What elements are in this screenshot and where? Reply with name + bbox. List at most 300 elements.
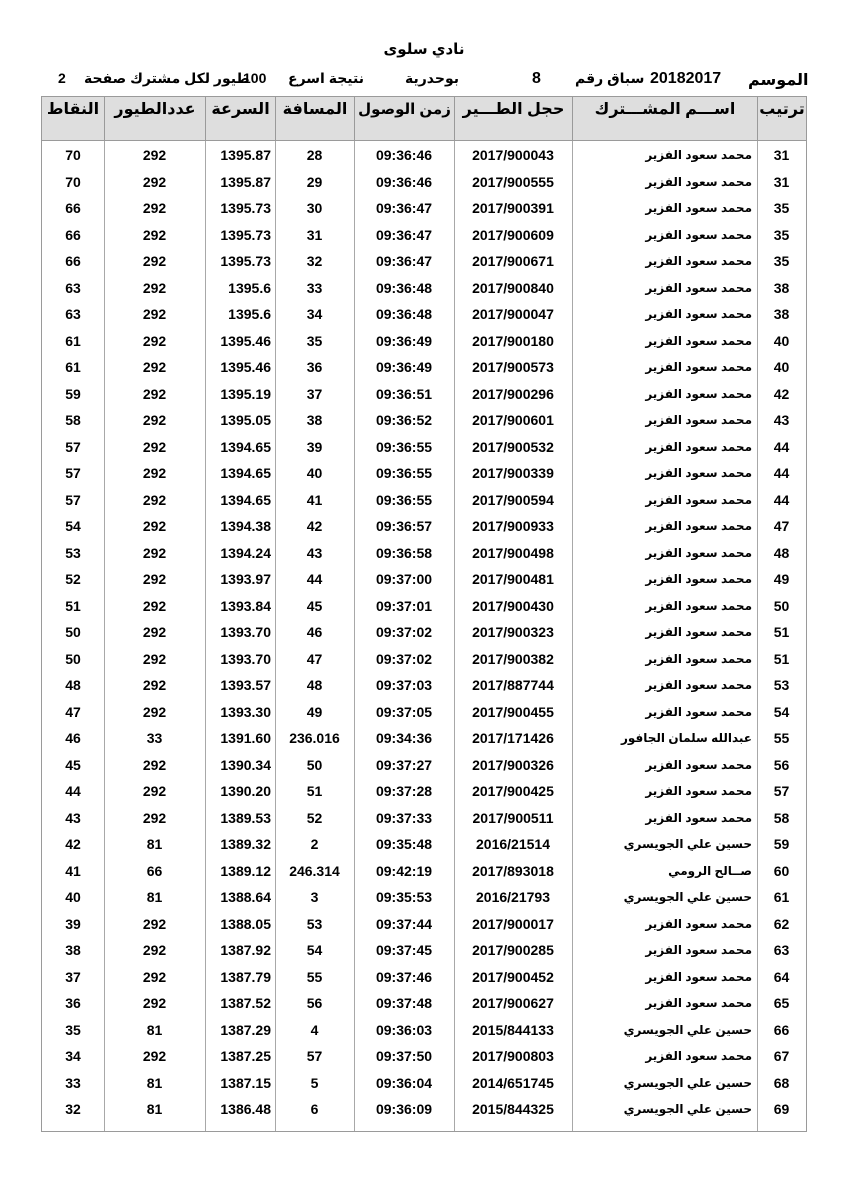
- birds-cell: 81: [146, 1021, 163, 1038]
- rank-cell: 69: [773, 1101, 790, 1117]
- table-row: [42, 672, 806, 698]
- speed-cell: 1393.30: [220, 703, 271, 720]
- ring-cell: 2017/171426: [472, 730, 554, 746]
- points-cell: 41: [65, 862, 81, 879]
- rank-cell: 47: [773, 518, 790, 534]
- member-name-cell: محمد سعود الفزير: [645, 254, 752, 268]
- distance-cell: 44: [306, 571, 323, 587]
- arrival-time-cell: 09:36:55: [375, 491, 433, 508]
- birds-cell: 292: [142, 756, 167, 773]
- arrival-time-cell: 09:34:36: [375, 730, 433, 746]
- points-cell: 36: [65, 995, 81, 1011]
- ring-cell: 2017/900017: [472, 915, 554, 932]
- arrival-time-cell: 09:37:45: [375, 942, 433, 958]
- birds-cell: 33: [146, 730, 163, 746]
- rank-cell: 65: [773, 995, 790, 1011]
- table-row: [42, 381, 806, 407]
- birds-cell: 292: [142, 1048, 167, 1064]
- distance-cell: 246.314: [289, 862, 340, 879]
- table-row: [42, 646, 806, 672]
- member-name-cell: محمد سعود الفزير: [645, 678, 752, 692]
- points-cell: 50: [65, 624, 81, 640]
- ring-cell: 2017/893018: [472, 862, 554, 879]
- birds-cell: 292: [142, 518, 167, 534]
- member-name-cell: صــالح الرومي: [668, 863, 752, 878]
- rank-cell: 54: [773, 703, 790, 720]
- member-name-cell: محمد سعود الفزير: [645, 545, 752, 560]
- rank-cell: 31: [773, 173, 790, 190]
- arrival-time-cell: 09:36:58: [375, 544, 433, 561]
- table-row: [42, 169, 806, 195]
- distance-cell: 2: [310, 836, 319, 852]
- distance-cell: 35: [306, 332, 323, 349]
- arrival-time-cell: 09:37:05: [375, 703, 433, 720]
- ring-cell: 2017/900627: [472, 995, 554, 1011]
- distance-cell: 46: [306, 624, 323, 640]
- points-cell: 54: [65, 518, 81, 534]
- ring-cell: 2014/651745: [472, 1074, 554, 1091]
- birds-cell: 81: [146, 1074, 163, 1091]
- points-cell: 43: [65, 809, 81, 826]
- speed-cell: 1393.97: [220, 571, 271, 587]
- points-cell: 47: [65, 703, 81, 720]
- birds-cell: 292: [142, 809, 167, 826]
- arrival-time-cell: 09:36:51: [375, 385, 433, 402]
- ring-cell: 2017/900296: [472, 385, 554, 402]
- arrival-time-cell: 09:36:47: [375, 226, 433, 243]
- rank-cell: 44: [773, 491, 790, 508]
- birds-cell: 292: [142, 544, 167, 561]
- distance-cell: 37: [306, 385, 323, 402]
- speed-cell: 1394.65: [220, 491, 271, 508]
- distance-cell: 51: [306, 783, 323, 799]
- distance-cell: 3: [310, 889, 319, 905]
- arrival-time-cell: 09:36:09: [375, 1101, 433, 1117]
- table-row: [42, 540, 806, 566]
- rank-cell: 31: [773, 147, 790, 163]
- ring-cell: 2017/900323: [472, 624, 554, 640]
- points-cell: 32: [65, 1101, 81, 1117]
- distance-cell: 42: [306, 518, 323, 534]
- points-cell: 70: [65, 147, 81, 163]
- rank-cell: 48: [773, 544, 790, 561]
- rank-cell: 60: [773, 862, 790, 879]
- rank-cell: 51: [773, 650, 790, 667]
- rank-cell: 59: [773, 836, 790, 852]
- speed-cell: 1389.53: [220, 809, 271, 826]
- header-birds: عددالطيور: [105, 97, 206, 141]
- table-row: [42, 752, 806, 778]
- member-name-cell: محمد سعود الفزير: [645, 810, 752, 825]
- speed-cell: 1387.52: [220, 995, 271, 1011]
- table-row: [42, 487, 806, 513]
- distance-cell: 4: [310, 1021, 319, 1038]
- ring-cell: 2017/900452: [472, 968, 554, 985]
- club-title: نادي سلوى: [383, 41, 465, 58]
- member-name-cell: محمد سعود الفزير: [645, 227, 752, 242]
- arrival-time-cell: 09:37:44: [375, 915, 433, 932]
- speed-cell: 1395.46: [220, 359, 271, 375]
- birds-cell: 292: [142, 915, 167, 932]
- race-number: 8: [532, 70, 541, 87]
- member-name-cell: حسين علي الجويسري: [623, 1075, 752, 1090]
- distance-cell: 33: [306, 279, 323, 296]
- points-cell: 70: [65, 173, 81, 190]
- speed-cell: 1395.6: [228, 279, 271, 296]
- points-cell: 57: [65, 438, 81, 455]
- points-cell: 35: [65, 1021, 81, 1038]
- arrival-time-cell: 09:37:48: [375, 995, 433, 1011]
- rank-cell: 68: [773, 1074, 790, 1091]
- points-cell: 46: [65, 730, 81, 746]
- table-row: [42, 778, 806, 804]
- member-name-cell: محمد سعود الفزير: [645, 174, 752, 189]
- birds-cell: 292: [142, 385, 167, 402]
- speed-cell: 1391.60: [220, 730, 271, 746]
- birds-cell: 292: [142, 624, 167, 640]
- arrival-time-cell: 09:37:46: [375, 968, 433, 985]
- distance-cell: 57: [306, 1048, 323, 1064]
- arrival-time-cell: 09:37:00: [375, 571, 433, 587]
- table-row: [42, 195, 806, 221]
- rank-cell: 42: [773, 385, 790, 402]
- speed-cell: 1393.70: [220, 650, 271, 667]
- table-row: [42, 1017, 806, 1043]
- rank-cell: 66: [773, 1021, 790, 1038]
- race-location: بوحدرية: [405, 70, 460, 86]
- birds-cell: 292: [142, 968, 167, 985]
- ring-cell: 2017/900382: [472, 650, 554, 667]
- rank-cell: 50: [773, 597, 790, 614]
- member-name-cell: محمد سعود الفزير: [645, 625, 752, 639]
- result-label: نتيجة اسرع: [288, 70, 364, 86]
- points-cell: 51: [65, 597, 81, 614]
- birds-cell: 292: [142, 571, 167, 587]
- table-row: [42, 301, 806, 327]
- member-name-cell: محمد سعود الفزير: [645, 386, 752, 401]
- ring-cell: 2017/900573: [472, 359, 554, 375]
- table-row: [42, 699, 806, 725]
- distance-cell: 40: [306, 465, 323, 481]
- member-name-cell: محمد سعود الفزير: [645, 1049, 752, 1063]
- member-name-cell: عبدالله سلمان الجافور: [620, 731, 752, 745]
- speed-cell: 1388.64: [220, 889, 271, 905]
- birds-cell: 292: [142, 677, 167, 693]
- ring-cell: 2017/900601: [472, 412, 554, 428]
- member-name-cell: محمد سعود الفزير: [645, 201, 752, 215]
- birds-cell: 292: [142, 942, 167, 958]
- table-row: [42, 434, 806, 460]
- member-name-cell: محمد سعود الفزير: [645, 492, 752, 507]
- result-count: 100: [243, 70, 267, 86]
- speed-cell: 1395.87: [220, 173, 271, 190]
- distance-cell: 236.016: [289, 730, 340, 746]
- birds-cell: 292: [142, 703, 167, 720]
- race-label: سباق رقم: [575, 70, 645, 86]
- ring-cell: 2017/900498: [472, 544, 554, 561]
- distance-cell: 52: [306, 809, 323, 826]
- ring-cell: 2017/900609: [472, 226, 554, 243]
- arrival-time-cell: 09:36:55: [375, 438, 433, 455]
- speed-cell: 1394.24: [220, 544, 271, 561]
- speed-cell: 1394.65: [220, 465, 271, 481]
- distance-cell: 29: [306, 173, 323, 190]
- distance-cell: 6: [310, 1101, 319, 1117]
- distance-cell: 5: [310, 1074, 319, 1091]
- header-points: النقاط: [42, 97, 105, 141]
- birds-cell: 81: [146, 1101, 163, 1117]
- distance-cell: 56: [306, 995, 323, 1011]
- speed-cell: 1393.70: [220, 624, 271, 640]
- points-cell: 39: [65, 915, 81, 932]
- member-name-cell: محمد سعود الفزير: [645, 916, 752, 931]
- ring-cell: 2017/900455: [472, 703, 554, 720]
- distance-cell: 39: [306, 438, 323, 455]
- table-row: [42, 566, 806, 592]
- header-member-name: اســـم المشـــترك: [573, 97, 758, 141]
- table-row: [42, 911, 806, 937]
- arrival-time-cell: 09:36:04: [375, 1074, 433, 1091]
- distance-cell: 41: [306, 491, 323, 508]
- table-row: [42, 990, 806, 1016]
- ring-cell: 2017/900391: [472, 200, 554, 216]
- rank-cell: 40: [773, 332, 790, 349]
- table-row: [42, 858, 806, 884]
- birds-cell: 292: [142, 173, 167, 190]
- birds-cell: 292: [142, 332, 167, 349]
- birds-cell: 292: [142, 253, 167, 269]
- speed-cell: 1388.05: [220, 915, 271, 932]
- ring-cell: 2017/900425: [472, 783, 554, 799]
- arrival-time-cell: 09:36:55: [375, 465, 433, 481]
- distance-cell: 30: [306, 200, 323, 216]
- distance-cell: 55: [306, 968, 323, 985]
- ring-cell: 2017/900933: [472, 518, 554, 534]
- table-row: [42, 328, 806, 354]
- points-cell: 44: [65, 783, 81, 799]
- points-cell: 59: [65, 385, 81, 402]
- member-name-cell: حسين علي الجويسري: [623, 837, 752, 851]
- ring-cell: 2017/900339: [472, 465, 554, 481]
- results-table: [41, 96, 807, 1132]
- arrival-time-cell: 09:37:02: [375, 650, 433, 667]
- table-row: [42, 619, 806, 645]
- distance-cell: 31: [306, 226, 323, 243]
- rank-cell: 35: [773, 253, 790, 269]
- speed-cell: 1386.48: [220, 1101, 271, 1117]
- header-rank: ترتيب: [758, 97, 806, 141]
- distance-cell: 34: [306, 306, 323, 322]
- ring-cell: 2016/21793: [476, 889, 550, 905]
- header-speed: السرعة: [206, 97, 276, 141]
- member-name-cell: حسين علي الجويسري: [623, 1102, 752, 1116]
- member-name-cell: محمد سعود الفزير: [645, 360, 752, 374]
- speed-cell: 1390.34: [220, 756, 271, 773]
- points-cell: 66: [65, 226, 81, 243]
- arrival-time-cell: 09:37:33: [375, 809, 433, 826]
- arrival-time-cell: 09:35:53: [375, 889, 433, 905]
- birds-cell: 292: [142, 465, 167, 481]
- rank-cell: 63: [773, 942, 790, 958]
- birds-cell: 292: [142, 597, 167, 614]
- season-value: 20182017: [650, 70, 722, 87]
- points-cell: 52: [65, 571, 81, 587]
- header-ring: حجل الطـــير: [455, 97, 573, 141]
- rank-cell: 35: [773, 200, 790, 216]
- table-row: [42, 142, 806, 168]
- rank-cell: 40: [773, 359, 790, 375]
- table-row: [42, 884, 806, 910]
- header-distance: المسافة: [276, 97, 355, 141]
- table-row: [42, 1070, 806, 1096]
- arrival-time-cell: 09:35:48: [375, 836, 433, 852]
- arrival-time-cell: 09:42:19: [375, 862, 433, 879]
- speed-cell: 1387.25: [220, 1048, 271, 1064]
- arrival-time-cell: 09:36:49: [375, 359, 433, 375]
- speed-cell: 1387.15: [220, 1074, 271, 1091]
- ring-cell: 2017/900180: [472, 332, 554, 349]
- speed-cell: 1395.73: [220, 200, 271, 216]
- ring-cell: 2017/900326: [472, 756, 554, 773]
- rank-cell: 61: [773, 889, 790, 905]
- member-name-cell: محمد سعود الفزير: [645, 439, 752, 454]
- speed-cell: 1394.38: [220, 518, 271, 534]
- points-cell: 53: [65, 544, 81, 561]
- member-name-cell: محمد سعود الفزير: [645, 704, 752, 719]
- points-cell: 45: [65, 756, 81, 773]
- member-name-cell: محمد سعود الفزير: [645, 333, 752, 348]
- speed-cell: 1395.73: [220, 226, 271, 243]
- member-name-cell: حسين علي الجويسري: [623, 1022, 752, 1037]
- arrival-time-cell: 09:36:47: [375, 253, 433, 269]
- table-row: [42, 1043, 806, 1069]
- distance-cell: 54: [306, 942, 323, 958]
- season-label: الموسم: [748, 72, 809, 89]
- rank-cell: 57: [773, 783, 790, 799]
- rank-cell: 43: [773, 412, 790, 428]
- member-name-cell: محمد سعود الفزير: [645, 996, 752, 1010]
- table-row: [42, 460, 806, 486]
- table-row: [42, 354, 806, 380]
- birds-cell: 292: [142, 200, 167, 216]
- rank-cell: 56: [773, 756, 790, 773]
- birds-cell: 292: [142, 995, 167, 1011]
- table-row: [42, 222, 806, 248]
- table-row: [42, 805, 806, 831]
- arrival-time-cell: 09:36:48: [375, 279, 433, 296]
- points-cell: 63: [65, 306, 81, 322]
- birds-cell: 292: [142, 226, 167, 243]
- points-cell: 66: [65, 253, 81, 269]
- rank-cell: 53: [773, 677, 790, 693]
- birds-cell: 81: [146, 836, 163, 852]
- table-row: [42, 513, 806, 539]
- page-number: 2: [58, 70, 66, 86]
- distance-cell: 43: [306, 544, 323, 561]
- rank-cell: 35: [773, 226, 790, 243]
- speed-cell: 1394.65: [220, 438, 271, 455]
- arrival-time-cell: 09:36:46: [375, 147, 433, 163]
- arrival-time-cell: 09:37:27: [375, 756, 433, 773]
- birds-cell: 292: [142, 412, 167, 428]
- distance-cell: 38: [306, 412, 323, 428]
- member-name-cell: محمد سعود الفزير: [645, 280, 752, 295]
- speed-cell: 1389.12: [220, 862, 271, 879]
- birds-cell: 292: [142, 279, 167, 296]
- rank-cell: 38: [773, 279, 790, 296]
- points-cell: 61: [65, 359, 81, 375]
- table-row: [42, 593, 806, 619]
- member-name-cell: محمد سعود الفزير: [645, 943, 752, 957]
- ring-cell: 2017/900594: [472, 491, 554, 508]
- distance-cell: 36: [306, 359, 323, 375]
- birds-cell: 292: [142, 438, 167, 455]
- speed-cell: 1395.46: [220, 332, 271, 349]
- arrival-time-cell: 09:37:50: [375, 1048, 433, 1064]
- ring-cell: 2017/900285: [472, 942, 554, 958]
- speed-cell: 1395.05: [220, 412, 271, 428]
- ring-cell: 2017/900671: [472, 253, 554, 269]
- member-name-cell: محمد سعود الفزير: [645, 598, 752, 613]
- speed-cell: 1395.87: [220, 147, 271, 163]
- rank-cell: 62: [773, 915, 790, 932]
- points-cell: 63: [65, 279, 81, 296]
- points-cell: 50: [65, 650, 81, 667]
- table-row: [42, 407, 806, 433]
- birds-cell: 292: [142, 491, 167, 508]
- distance-cell: 48: [306, 677, 323, 693]
- ring-cell: 2017/900840: [472, 279, 554, 296]
- speed-cell: 1387.79: [220, 968, 271, 985]
- per-member-label: طيور لكل مشترك صفحة: [84, 70, 250, 86]
- member-name-cell: محمد سعود الفزير: [645, 784, 752, 798]
- table-row: [42, 831, 806, 857]
- member-name-cell: محمد سعود الفزير: [645, 307, 752, 321]
- ring-cell: 2017/900803: [472, 1048, 554, 1064]
- points-cell: 42: [65, 836, 81, 852]
- points-cell: 34: [65, 1048, 81, 1064]
- arrival-time-cell: 09:36:52: [375, 412, 433, 428]
- arrival-time-cell: 09:36:48: [375, 306, 433, 322]
- rank-cell: 64: [773, 968, 790, 985]
- birds-cell: 292: [142, 650, 167, 667]
- arrival-time-cell: 09:36:57: [375, 518, 433, 534]
- ring-cell: 2015/844325: [472, 1101, 554, 1117]
- ring-cell: 2017/887744: [472, 677, 554, 693]
- points-cell: 38: [65, 942, 81, 958]
- ring-cell: 2017/900511: [472, 809, 554, 826]
- table-row: [42, 964, 806, 990]
- distance-cell: 28: [306, 147, 323, 163]
- speed-cell: 1387.92: [220, 942, 271, 958]
- distance-cell: 49: [306, 703, 323, 720]
- member-name-cell: محمد سعود الفزير: [645, 757, 752, 772]
- rank-cell: 67: [773, 1048, 790, 1064]
- member-name-cell: حسين علي الجويسري: [623, 890, 752, 904]
- rank-cell: 55: [773, 730, 790, 746]
- points-cell: 61: [65, 332, 81, 349]
- table-row: [42, 937, 806, 963]
- birds-cell: 292: [142, 783, 167, 799]
- distance-cell: 50: [306, 756, 323, 773]
- ring-cell: 2017/900555: [472, 173, 554, 190]
- points-cell: 57: [65, 465, 81, 481]
- birds-cell: 292: [142, 306, 167, 322]
- rank-cell: 51: [773, 624, 790, 640]
- rank-cell: 44: [773, 465, 790, 481]
- arrival-time-cell: 09:37:01: [375, 597, 433, 614]
- speed-cell: 1387.29: [220, 1021, 271, 1038]
